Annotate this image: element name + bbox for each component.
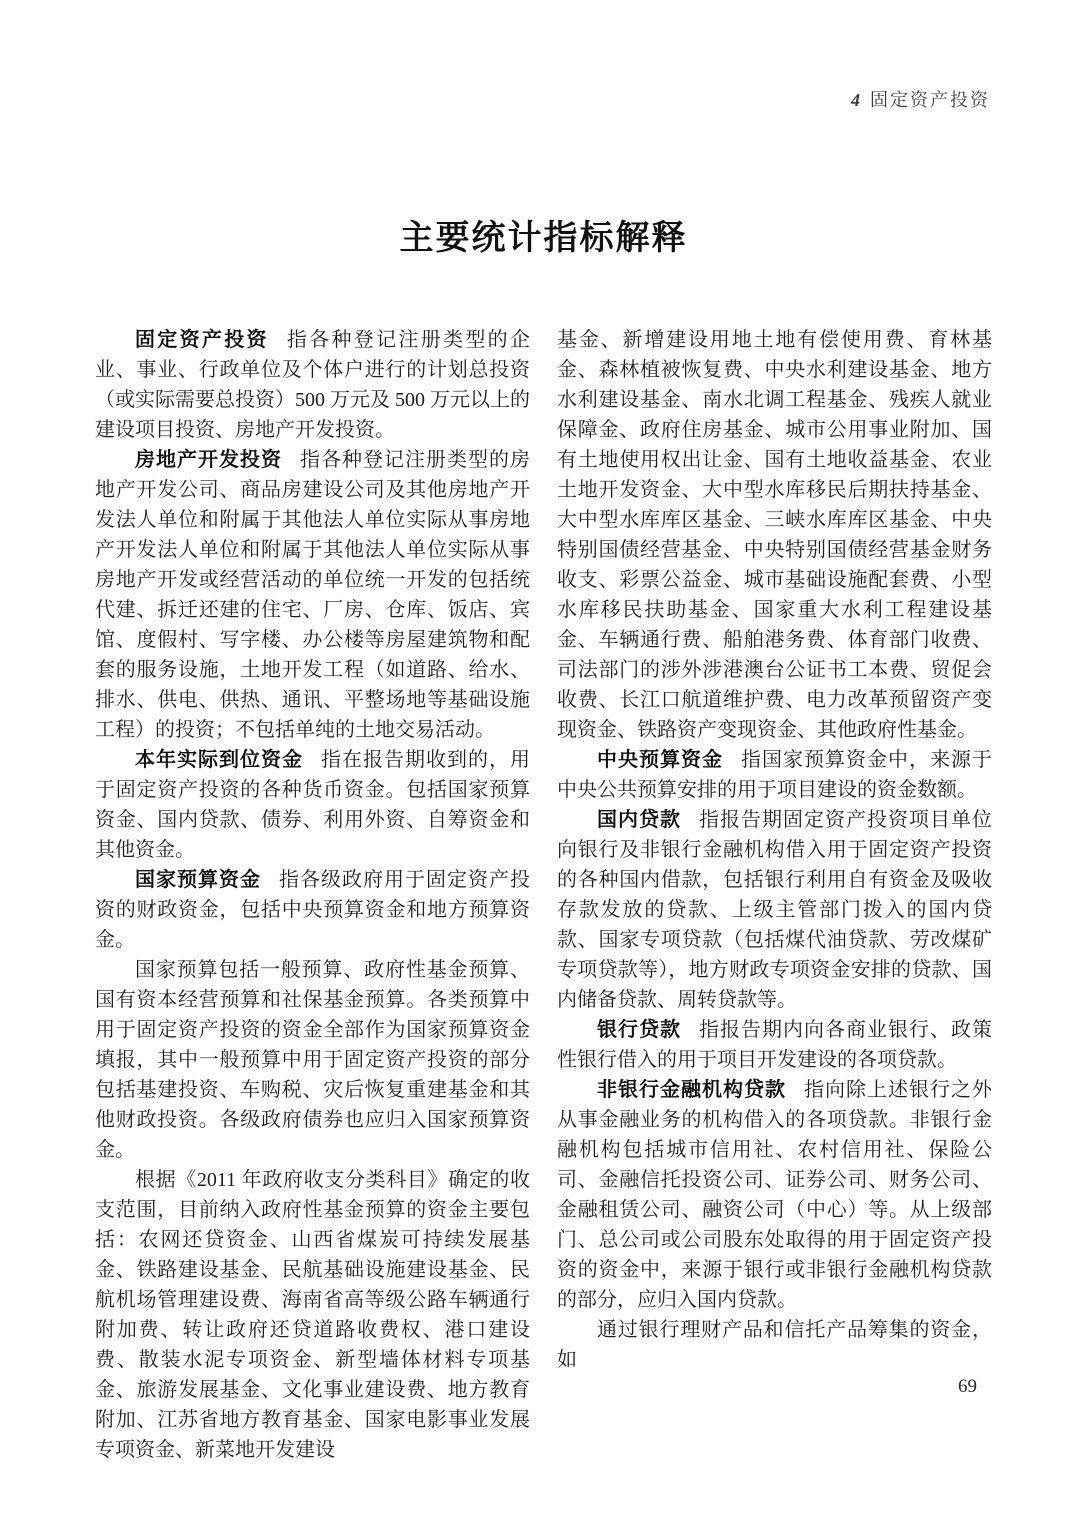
- chapter-title: 固定资产投资: [870, 90, 990, 110]
- definition-text: 指报告期固定资产投资项目单位向银行及非银行金融机构借入用于固定资产投资的各种国内借款，包括银行利用自有资金及吸收存款发放的贷款、上级主管部门拨入的国内贷款、国家专项贷款（包括煤代油贷款、劳改煤矿专项贷款等），地方财政专项资金安排的贷款、国内储备贷款、周转贷款等。: [557, 809, 992, 1011]
- right-column: [557, 325, 992, 1465]
- running-header: [851, 86, 990, 112]
- definition-text: 指报告期内向各商业银行、政策性银行借入的用于项目开发建设的各项贷款。: [557, 1019, 992, 1071]
- definition-text: 指各级政府用于固定资产投资的财政资金，包括中央预算资金和地方预算资金。: [95, 869, 530, 951]
- definition-text: 通过银行理财产品和信托产品筹集的资金，如: [557, 1319, 992, 1371]
- paragraph-government-fund-scope-continued: [557, 325, 992, 745]
- term-label: 非银行金融机构贷款: [597, 1079, 786, 1101]
- definition-text: 根据《2011 年政府收支分类科目》确定的收支范围，目前纳入政府性基金预算的资金主要包括：农网还贷资金、山西省煤炭可持续发展基金、铁路建设基金、民航基础设施建设基金、民航机场管理建设费、海南省高等级公路车辆通行附加费、转让政府还贷道路收费权、港口建设费、散装水泥专项资金、新型墙体材料专项基金、旅游发展基金、文化事业建设费、地方教育附加、江苏省地方教育基金、国家电影事业发展专项资金、新菜地开发建设: [95, 1169, 530, 1461]
- paragraph-government-fund-scope: [95, 1165, 530, 1465]
- left-column: [95, 325, 530, 1465]
- paragraph-funds-in-place: [95, 745, 530, 865]
- definition-text: 指在报告期收到的，用于固定资产投资的各种货币资金。包括国家预算资金、国内贷款、债券、利用外资、自筹资金和其他资金。: [95, 749, 530, 861]
- paragraph-central-budget-funds: [557, 745, 992, 805]
- paragraph-nonbank-financial-institution-loans: [557, 1075, 992, 1315]
- definition-text: 指各种登记注册类型的房地产开发公司、商品房建设公司及其他房地产开发法人单位和附属于其他法人单位实际从事房地产开发法人单位和附属于其他法人单位实际从事房地产开发或经营活动的单位统一开发的包括统代建、拆迁还建的住宅、厂房、仓库、饭店、宾馆、度假村、写字楼、办公楼等房屋建筑物和配套的服务设施，土地开发工程（如道路、给水、排水、供电、供热、通讯、平整场地等基础设施工程）的投资；不包括单纯的土地交易活动。: [95, 449, 530, 741]
- definition-text: 指国家预算资金中，来源于中央公共预算安排的用于项目建设的资金数额。: [557, 749, 992, 801]
- term-label: 中央预算资金: [597, 749, 723, 771]
- term-label: 国内贷款: [597, 809, 681, 831]
- definition-text: 指各种登记注册类型的企业、事业、行政单位及个体户进行的计划总投资（或实际需要总投资）500 万元及 500 万元以上的建设项目投资、房地产开发投资。: [95, 329, 530, 441]
- paragraph-state-budget-funds: [95, 865, 530, 955]
- term-label: 国家预算资金: [135, 869, 261, 891]
- paragraph-domestic-loans: [557, 805, 992, 1015]
- paragraph-fixed-asset-investment: [95, 325, 530, 445]
- page-number: 69: [958, 1376, 977, 1397]
- term-label: 房地产开发投资: [135, 449, 282, 471]
- two-column-body: [95, 325, 992, 1465]
- definition-text: 基金、新增建设用地土地有偿使用费、育林基金、森林植被恢复费、中央水利建设基金、地方水利建设基金、南水北调工程基金、残疾人就业保障金、政府住房基金、城市公用事业附加、国有土地使用权出让金、国有土地收益基金、农业土地开发资金、大中型水库移民后期扶持基金、大中型水库库区基金、三峡水库库区基金、中央特别国债经营基金、中央特别国债经营基金财务收支、彩票公益金、城市基础设施配套费、小型水库移民扶助基金、国家重大水利工程建设基金、车辆通行费、船舶港务费、体育部门收费、司法部门的涉外涉港澳台公证书工本费、贸促会收费、长江口航道维护费、电力改革预留资产变现资金、铁路资产变现资金、其他政府性基金。: [557, 329, 992, 741]
- chapter-number: 4: [851, 90, 860, 110]
- term-label: 固定资产投资: [135, 329, 269, 351]
- term-label: 本年实际到位资金: [135, 749, 303, 771]
- paragraph-real-estate-investment: [95, 445, 530, 745]
- paragraph-bank-loans: [557, 1015, 992, 1075]
- page-title: 主要统计指标解释: [399, 219, 688, 257]
- paragraph-wealth-management-trust-funds: [557, 1315, 992, 1375]
- term-label: 银行贷款: [597, 1019, 681, 1041]
- definition-text: 国家预算包括一般预算、政府性基金预算、国有资本经营预算和社保基金预算。各类预算中用于固定资产投资的资金全部作为国家预算资金填报，其中一般预算中用于固定资产投资的部分包括基建投资、车购税、灾后恢复重建基金和其他财政投资。各级政府债券也应归入国家预算资金。: [95, 959, 530, 1161]
- paragraph-state-budget-detail: [95, 955, 530, 1165]
- definition-text: 指向除上述银行之外从事金融业务的机构借入的各项贷款。非银行金融机构包括城市信用社、农村信用社、保险公司、金融信托投资公司、证券公司、财务公司、金融租赁公司、融资公司（中心）等。从上级部门、总公司或公司股东处取得的用于固定资产投资的资金中，来源于银行或非银行金融机构贷款的部分，应归入国内贷款。: [557, 1079, 992, 1311]
